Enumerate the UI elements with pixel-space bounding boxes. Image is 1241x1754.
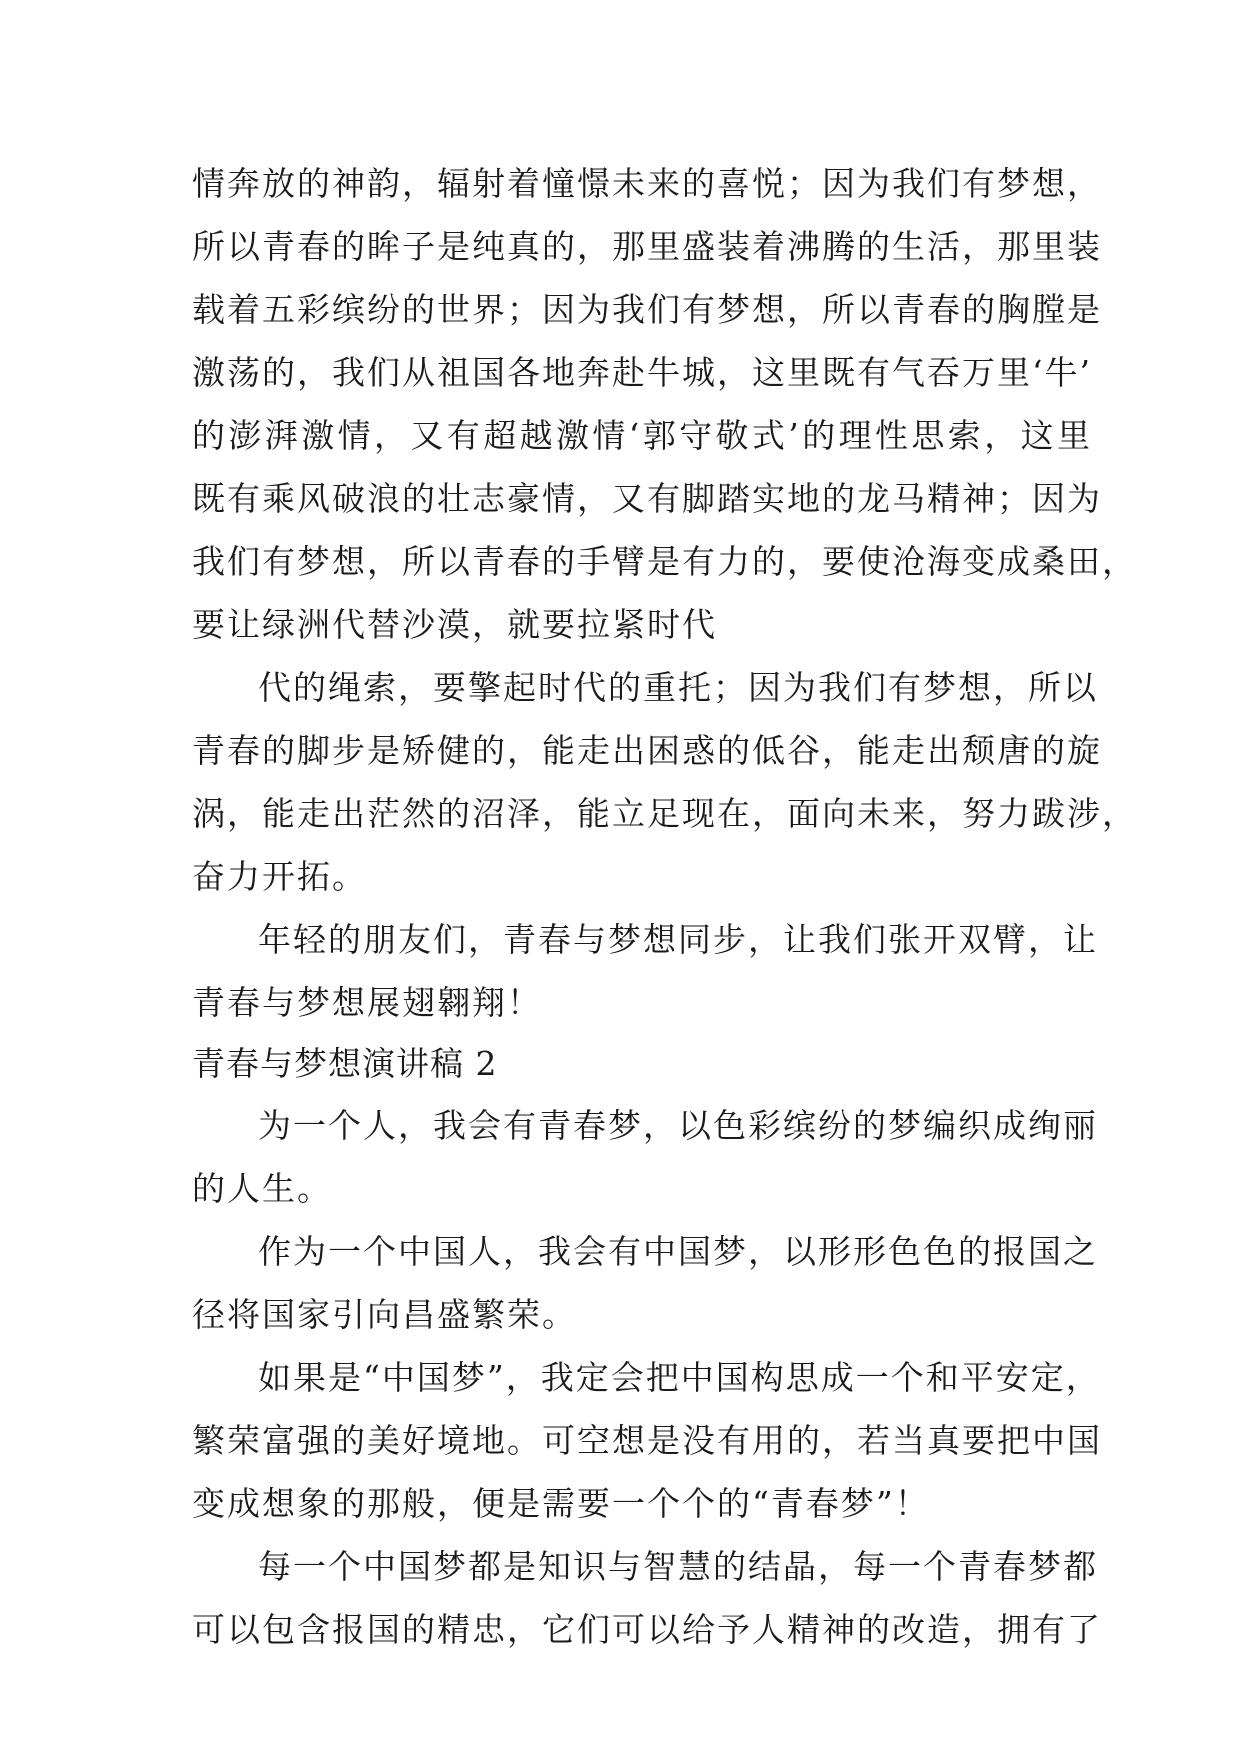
text-line: 载着五彩缤纷的世界；因为我们有梦想，所以青春的胸膛是	[192, 290, 1102, 329]
text-line: 的澎湃激情，又有超越激情‘郭守敬式’的理性思索，这里	[192, 416, 1092, 455]
text-line: 青春与梦想展翅翱翔！	[192, 983, 542, 1022]
text-line: 变成想象的那般，便是需要一个个的“青春梦”！	[192, 1484, 930, 1523]
text-line: 激荡的，我们从祖国各地奔赴牛城，这里既有气吞万里‘牛’	[192, 353, 1092, 392]
text-line: 要让绿洲代替沙漠，就要拉紧时代	[192, 605, 717, 644]
text-line: 代的绳索，要擎起时代的重托；因为我们有梦想，所以	[258, 668, 1098, 707]
text-line: 繁荣富强的美好境地。可空想是没有用的，若当真要把中国	[192, 1421, 1102, 1460]
text-line: 所以青春的眸子是纯真的，那里盛装着沸腾的生活，那里装	[192, 227, 1102, 266]
text-line: 每一个中国梦都是知识与智慧的结晶，每一个青春梦都	[258, 1547, 1098, 1586]
text-line: 既有乘风破浪的壮志豪情，又有脚踏实地的龙马精神；因为	[192, 479, 1102, 518]
text-line: 奋力开拓。	[192, 857, 367, 896]
text-line: 作为一个中国人，我会有中国梦，以形形色色的报国之	[258, 1232, 1098, 1271]
text-line: 径将国家引向昌盛繁荣。	[192, 1295, 577, 1334]
text-line: 年轻的朋友们，青春与梦想同步，让我们张开双臂，让	[258, 920, 1098, 959]
text-line: 我们有梦想，所以青春的手臂是有力的，要使沧海变成桑田，	[192, 542, 1137, 581]
text-line: 青春的脚步是矫健的，能走出困惑的低谷，能走出颓唐的旋	[192, 731, 1102, 770]
section-heading: 青春与梦想演讲稿 2	[192, 1044, 498, 1083]
text-line: 可以包含报国的精忠，它们可以给予人精神的改造，拥有了	[192, 1610, 1102, 1649]
text-line: 为一个人，我会有青春梦，以色彩缤纷的梦编织成绚丽	[258, 1106, 1098, 1145]
text-line: 如果是“中国梦”，我定会把中国构思成一个和平安定，	[258, 1358, 1101, 1397]
text-line: 情奔放的神韵，辐射着憧憬未来的喜悦；因为我们有梦想，	[192, 164, 1102, 203]
text-line: 的人生。	[192, 1169, 332, 1208]
text-line: 涡，能走出茫然的沼泽，能立足现在，面向未来，努力跋涉，	[192, 794, 1137, 833]
